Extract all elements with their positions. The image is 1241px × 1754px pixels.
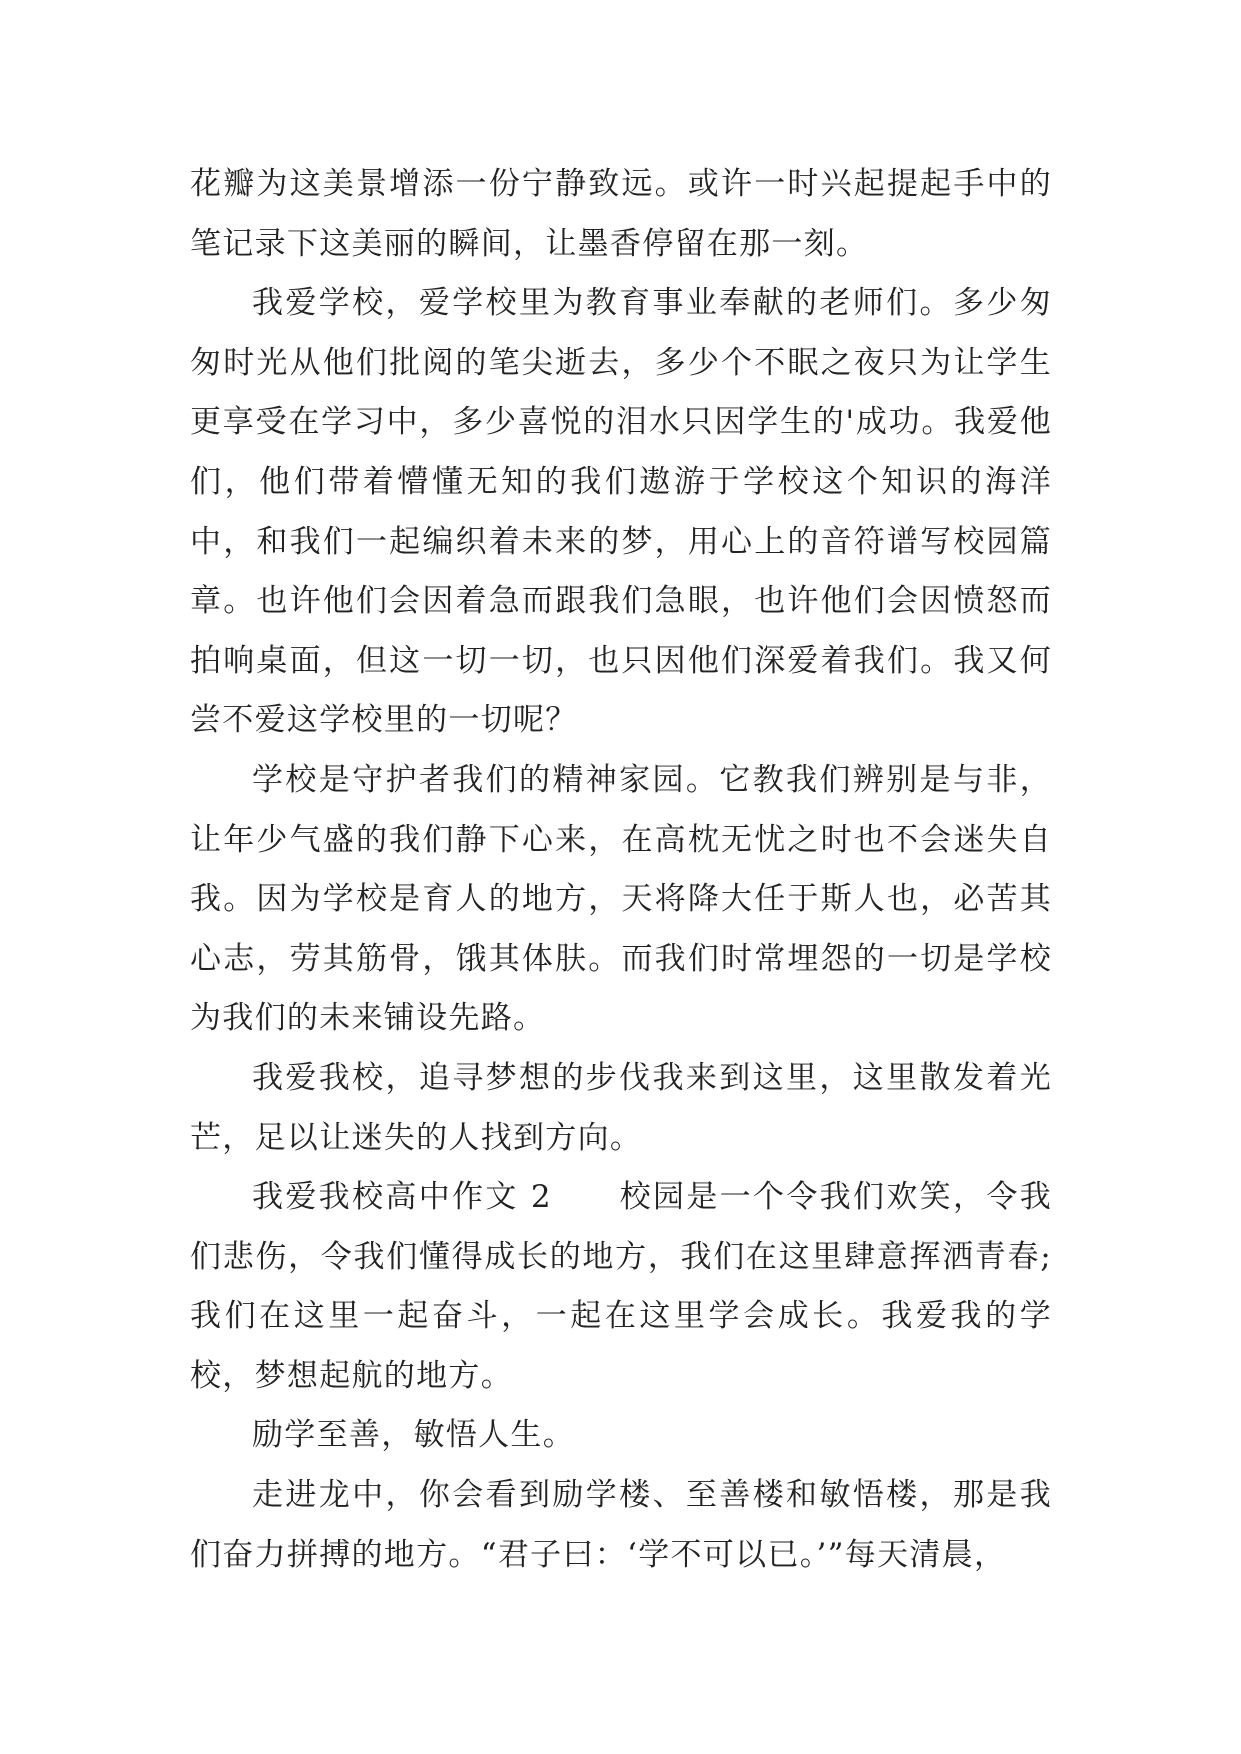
paragraph-4: 我爱我校，追寻梦想的步伐我来到这里，这里散发着光芒，足以让迷失的人找到方向。 — [190, 1059, 1052, 1156]
paragraph-6: 励学至善，敏悟人生。 — [252, 1417, 575, 1454]
paragraph-1: 花瓣为这美景增添一份宁静致远。或许一时兴起提起手中的笔记录下这美丽的瞬间，让墨香停留在那一刻。 — [190, 166, 1052, 262]
paragraph-2: 我爱学校，爱学校里为教育事业奉献的老师们。多少匆匆时光从他们批阅的笔尖逝去，多少个不眠之夜只为让学生更享受在学习中，多少喜悦的泪水只因学生的'成功。我爱他们，他们带着懵懂无知的我们遨游于学校这个知识的海洋中，和我们一起编织着未来的梦，用心上的音符谱写校园篇章。也许他们会因着急而跟我们急眼，也许他们会因愤怒而拍响桌面，但这一切一切，也只因他们深爱着我们。我又何尝不爱这学校里的一切呢？ — [190, 285, 1052, 739]
paragraph-3: 学校是守护者我们的精神家园。它教我们辨别是与非，让年少气盛的我们静下心来，在高枕无忧之时也不会迷失自我。因为学校是育人的地方，天将降大任于斯人也，必苦其心志，劳其筋骨，饿其体肤。而我们时常埋怨的一切是学校为我们的未来铺设先路。 — [190, 761, 1052, 1037]
paragraph-7: 走进龙中，你会看到励学楼、至善楼和敏悟楼，那是我们奋力拼搏的地方。“君子曰：‘学不可以已。’”每天清晨， — [190, 1477, 1052, 1573]
paragraph-5: 我爱我校高中作文 2 校园是一个令我们欢笑，令我们悲伤，令我们懂得成长的地方，我们在这里肆意挥洒青春;我们在这里一起奋斗，一起在这里学会成长。我爱我的学校，梦想起航的地方。 — [190, 1179, 1052, 1394]
document-page — [190, 155, 1052, 1585]
